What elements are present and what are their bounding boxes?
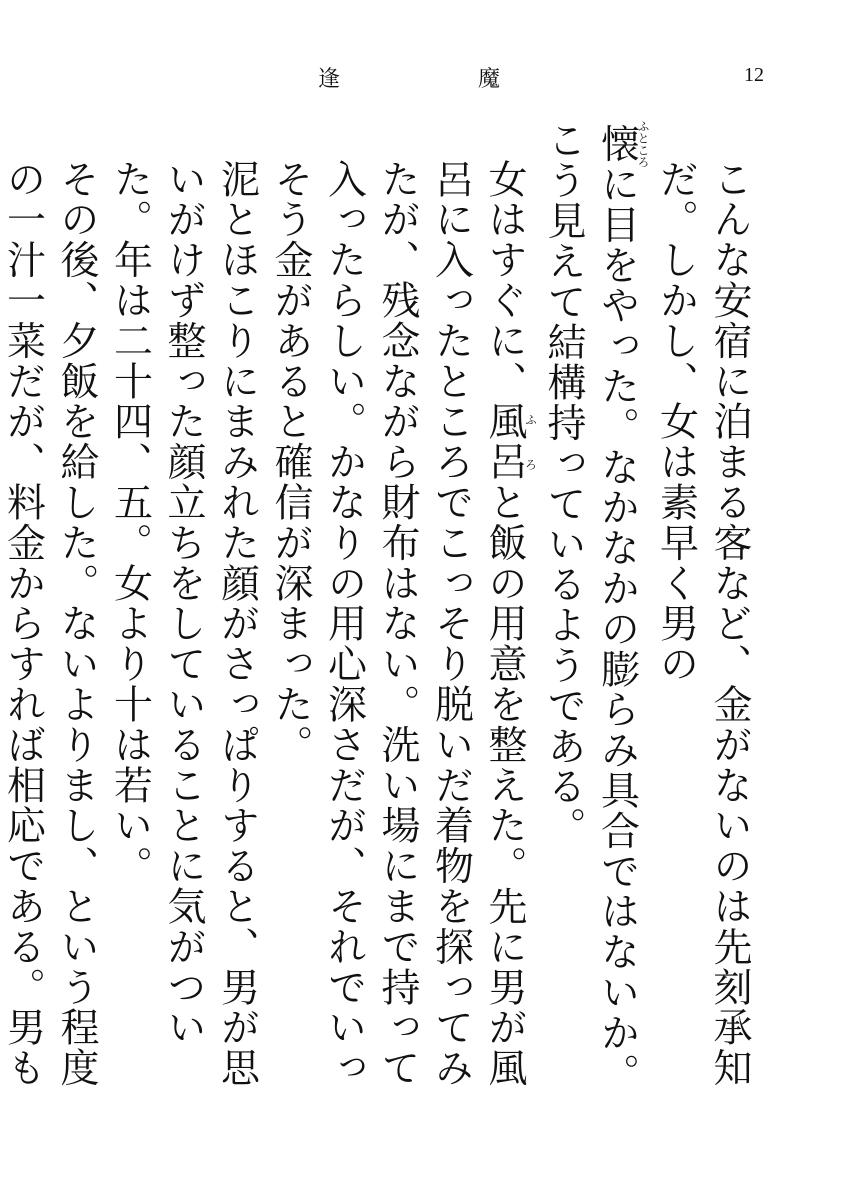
ruby-futokoro-reading: ふところ xyxy=(636,120,650,168)
vertical-text-body xyxy=(0,120,756,1120)
page-number: 12 xyxy=(744,64,764,86)
paragraph-2 xyxy=(537,120,650,1120)
ruby-futokoro xyxy=(594,120,650,168)
paragraph-3-pre: 女はすぐに、 xyxy=(482,159,527,402)
paragraph-2-post: に目をやった。なかなかの膨らみ具合ではないか。こう見えて結構持っているようである。 xyxy=(541,120,640,1094)
paragraph-3-post: と飯の用意を整えた。先に男が風呂に入ったところでこっそり脱いだ着物を探ってみたが、残念ながら財布はない。洗い場にまで持って入ったらしい。かなりの用心深さだが、それでいっそう金があると確信が深まった。 xyxy=(268,159,527,1089)
ruby-futokoro-base: 懐 xyxy=(594,120,640,168)
paragraph-4: 泥とほこりにまみれた顔がさっぱりすると、男が思いがけず整った顔立ちをしていることに気がついた。年は二十四、五。女より十は若い。 xyxy=(107,159,260,1089)
running-title-right: 魔 xyxy=(478,67,501,92)
ruby-furo-reading: ふろ xyxy=(523,401,538,483)
paragraph-1: こんな安宿に泊まる客など、金がないのは先刻承知だ。しかし、女は素早く男の xyxy=(653,159,752,1089)
paragraph-5: その後、夕飯を給した。ないよりまし、という程度の一汁一菜だが、料金からすれば相応である。男も xyxy=(0,159,99,1089)
running-title-left: 逢 xyxy=(318,67,341,92)
ruby-furo-base: 風呂 xyxy=(482,401,527,483)
paragraph-3 xyxy=(264,120,537,1120)
ruby-furo xyxy=(482,401,538,483)
